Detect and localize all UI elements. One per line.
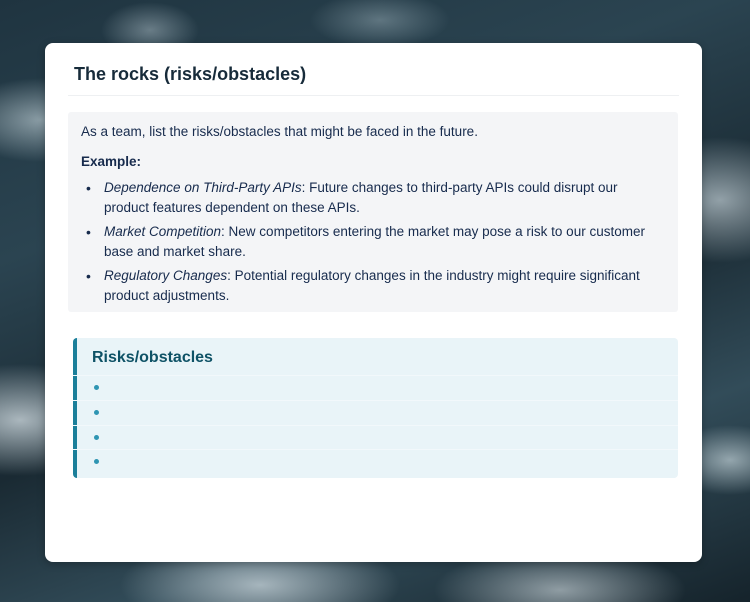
bullet-icon [94, 459, 99, 464]
risks-list [73, 375, 678, 474]
example-label: Example: [81, 154, 142, 169]
template-card [45, 43, 702, 562]
example-text: : New competitors entering the market may pose a risk to our customer base and market share. [104, 224, 645, 259]
bullet-icon: • [86, 224, 91, 240]
instructions-box [68, 112, 678, 312]
example-term: Regulatory Changes [104, 268, 228, 283]
example-item [81, 178, 665, 218]
bullet-icon [94, 410, 99, 415]
risk-list-item[interactable] [73, 449, 678, 474]
example-text: : Future changes to third-party APIs could disrupt our product features dependent on these APIs. [104, 180, 618, 215]
risk-list-item[interactable] [73, 425, 678, 450]
example-term: Market Competition [104, 224, 222, 239]
example-term: Dependence on Third-Party APIs [104, 180, 302, 195]
example-text: : Potential regulatory changes in the industry might require significant product adjustments. [104, 268, 640, 303]
instructions-intro: As a team, list the risks/obstacles that might be faced in the future. [81, 124, 478, 139]
bullet-icon [94, 435, 99, 440]
risk-list-item[interactable] [73, 400, 678, 425]
bullet-icon: • [86, 180, 91, 196]
example-list [81, 178, 665, 306]
example-item [81, 266, 665, 306]
bullet-icon [94, 385, 99, 390]
panel-title: Risks/obstacles [92, 349, 213, 366]
title-divider [68, 95, 679, 96]
example-item [81, 222, 665, 262]
risk-list-item[interactable] [73, 375, 678, 400]
bullet-icon: • [86, 268, 91, 284]
risks-panel [73, 338, 678, 478]
page-title: The rocks (risks/obstacles) [74, 64, 307, 84]
